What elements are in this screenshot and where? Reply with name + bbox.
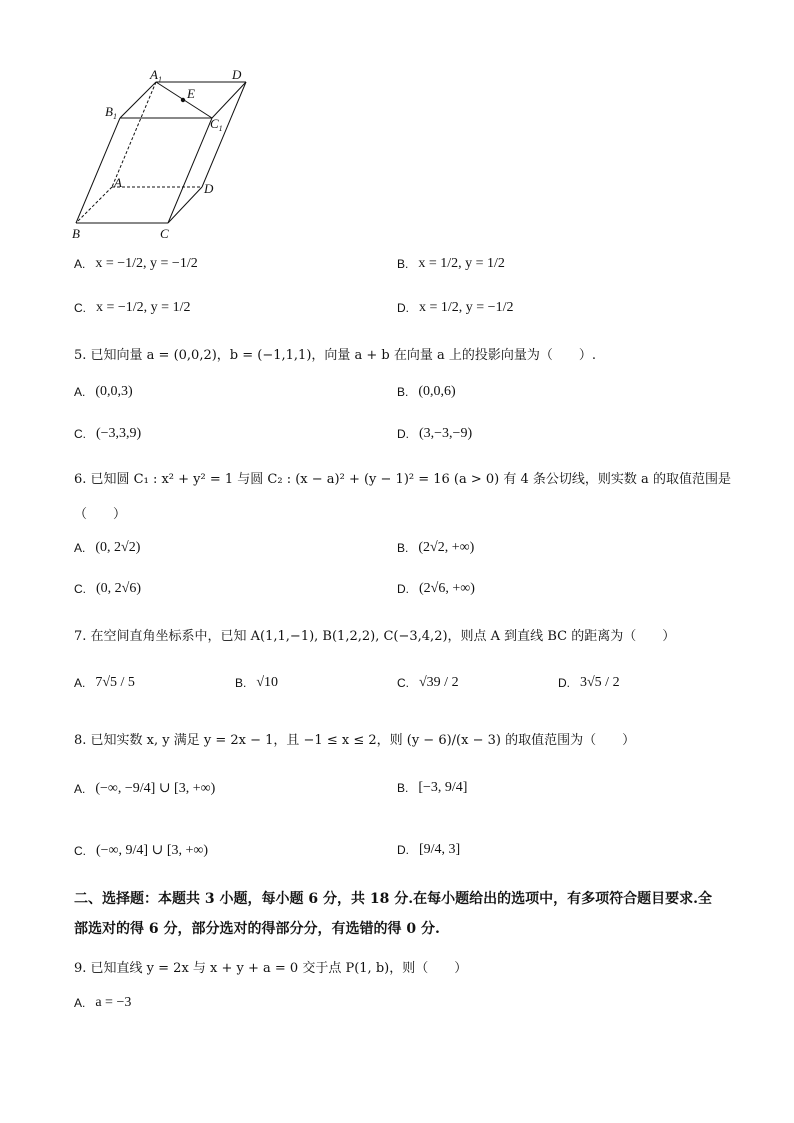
q8-option-a[interactable]: A. (−∞, −9/4] ∪ [3, +∞) — [74, 781, 216, 796]
q5-option-a[interactable]: A. (0,0,3) — [74, 384, 133, 399]
q4-option-a-text: x = −1/2, y = −1/2 — [95, 256, 198, 271]
q8-option-b[interactable]: B. [−3, 9/4] — [397, 780, 468, 795]
label-c1: $C_1$ — [210, 116, 223, 133]
q8-option-c[interactable]: C. (−∞, 9/4] ∪ [3, +∞) — [74, 843, 209, 858]
label-c: C — [160, 226, 169, 241]
q4-option-a[interactable]: A. x = −1/2, y = −1/2 — [74, 256, 198, 271]
label-d1: D — [232, 67, 242, 82]
q9-stem: 9. 已知直线 y = 2x 与 x + y + a = 0 交于点 P(1, b)，则（ ） — [74, 961, 468, 976]
label-e: E — [187, 86, 195, 101]
q6-stem-line2: （ ） — [74, 507, 127, 522]
q4-option-c-text: x = −1/2, y = 1/2 — [96, 300, 191, 315]
q6-option-b[interactable]: B. (2√2, +∞) — [397, 540, 475, 555]
label-b1: $B_1$ — [105, 104, 117, 121]
hidden-edge-a-b — [76, 187, 112, 223]
edge-b1-b — [76, 118, 120, 223]
q4-option-d-text: x = 1/2, y = −1/2 — [419, 300, 514, 315]
q4-option-d[interactable]: D. x = 1/2, y = −1/2 — [397, 300, 514, 315]
q5-stem: 5. 已知向量 a = (0,0,2)，b = (−1,1,1)，向量 a + b 在向量 a 上的投影向量为（ ）. — [74, 348, 597, 363]
section-2-heading: 二、选择题：本题共 3 小题，每小题 6 分，共 18 分.在每小题给出的选项中，有多项符合题目要求.全部选对的得 6 分，部分选对的得部分分，有选错的得 0 分. — [74, 891, 712, 937]
q7-option-a[interactable]: A. 7√5 / 5 — [74, 675, 135, 690]
hidden-edge-a1-a — [112, 82, 156, 187]
point-e — [181, 98, 185, 102]
q5-option-d[interactable]: D. (3,−3,−9) — [397, 426, 473, 441]
edge-c-d — [168, 187, 202, 223]
q4-option-b[interactable]: B. x = 1/2, y = 1/2 — [397, 256, 505, 271]
label-d: D — [204, 181, 214, 196]
edge-c1-c — [168, 118, 212, 223]
edge-d1-c1 — [212, 82, 246, 118]
q6-option-d[interactable]: D. (2√6, +∞) — [397, 581, 475, 596]
label-b: B — [72, 226, 80, 241]
q5-option-c[interactable]: C. (−3,3,9) — [74, 426, 142, 441]
q8-stem: 8. 已知实数 x, y 满足 y = 2x − 1，且 −1 ≤ x ≤ 2，则 (y − 6)/(x − 3) 的取值范围为（ ） — [74, 733, 636, 748]
q4-option-c[interactable]: C. x = −1/2, y = 1/2 — [74, 300, 191, 315]
edge-a1-b1 — [120, 82, 156, 118]
q5-option-b[interactable]: B. (0,0,6) — [397, 384, 456, 399]
q4-option-b-text: x = 1/2, y = 1/2 — [418, 256, 505, 271]
edge-d1-d — [202, 82, 246, 187]
q7-stem: 7. 在空间直角坐标系中，已知 A(1,1,−1), B(1,2,2), C(−3,4,2)，则点 A 到直线 BC 的距离为（ ） — [74, 629, 676, 644]
q7-option-c[interactable]: C. √39 / 2 — [397, 675, 459, 690]
q7-option-b[interactable]: B. √10 — [235, 675, 279, 690]
q6-option-c[interactable]: C. (0, 2√6) — [74, 581, 142, 596]
q6-stem-line1: 6. 已知圆 C₁ : x² + y² = 1 与圆 C₂ : (x − a)² + (y − 1)² = 16 (a > 0) 有 4 条公切线，则实数 a 的取值范围是 — [74, 472, 731, 487]
q7-option-d[interactable]: D. 3√5 / 2 — [558, 675, 620, 690]
q6-option-a[interactable]: A. (0, 2√2) — [74, 540, 141, 555]
q8-option-d[interactable]: D. [9/4, 3] — [397, 842, 461, 857]
parallelepiped-figure — [66, 66, 256, 246]
q9-option-a[interactable]: A. a = −3 — [74, 995, 132, 1010]
label-a: A — [114, 175, 122, 190]
label-a1: $A_1$ — [150, 67, 162, 84]
